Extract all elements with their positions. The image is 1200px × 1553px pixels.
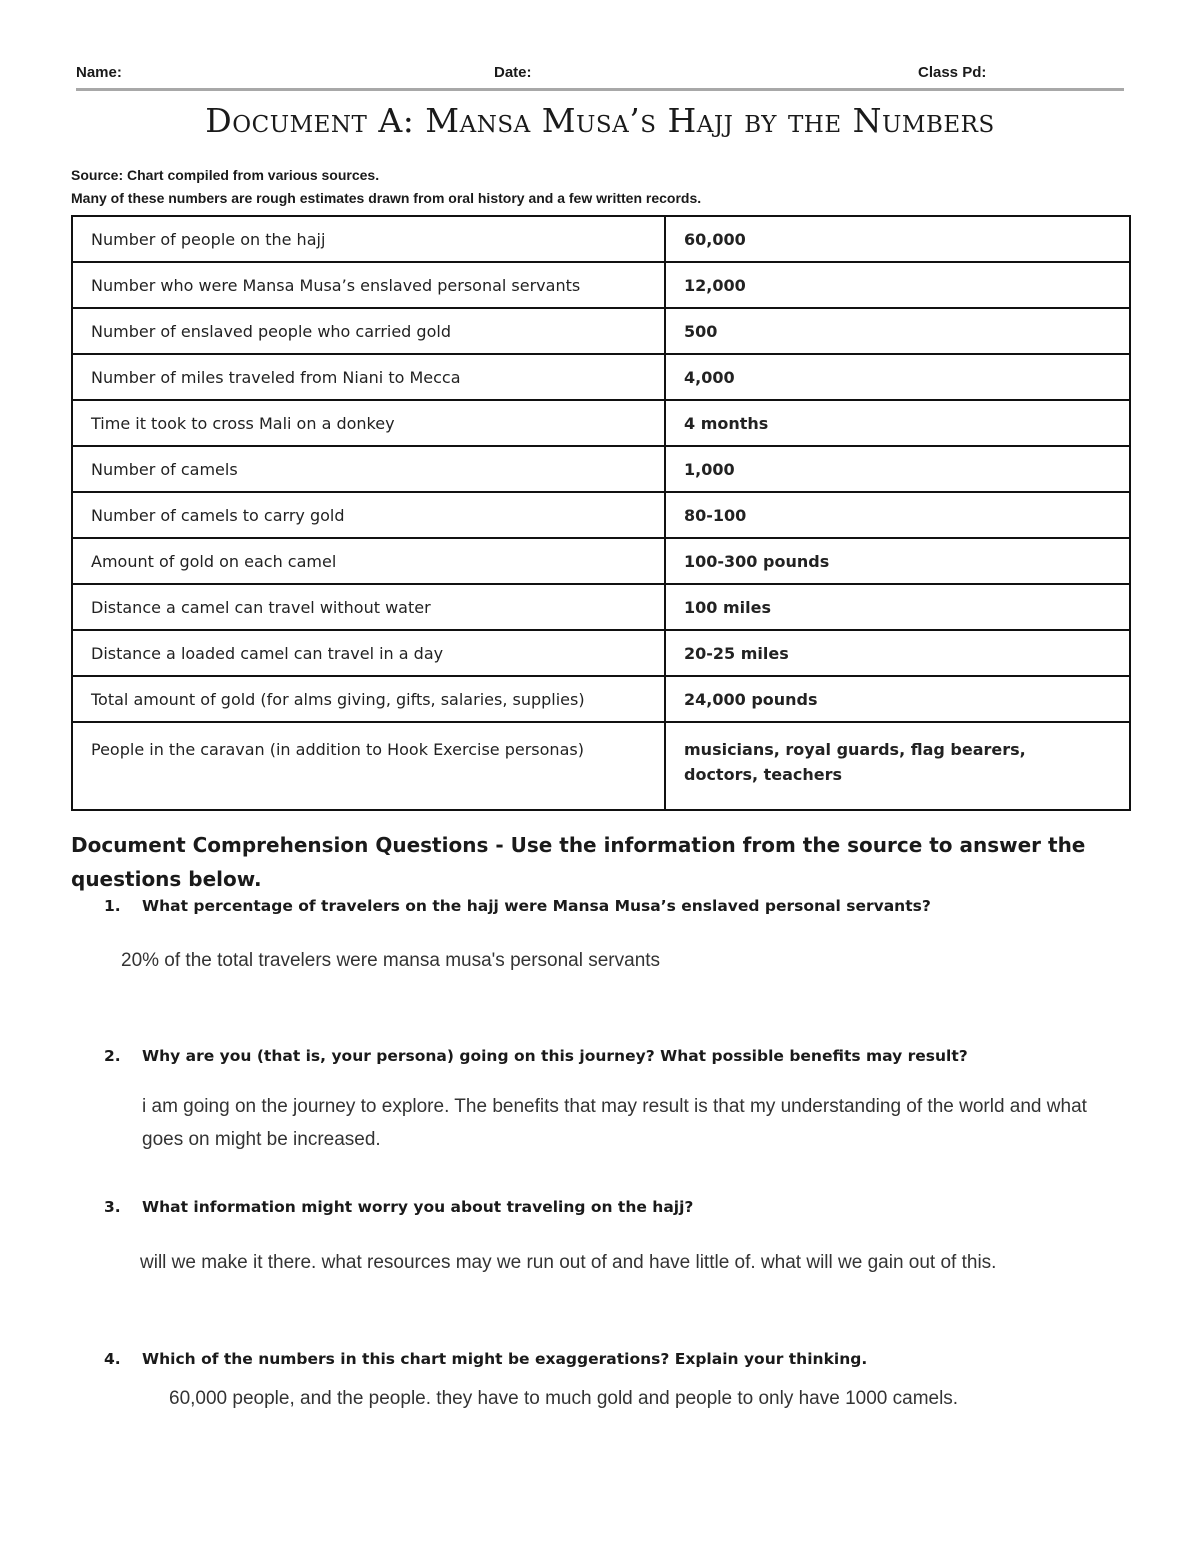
- question-number: 3.: [104, 1198, 121, 1216]
- row-value: 20-25 miles: [665, 630, 1130, 676]
- row-value: 500: [665, 308, 1130, 354]
- question-text: What information might worry you about traveling on the hajj?: [142, 1198, 694, 1216]
- table-row: [72, 722, 1130, 810]
- question-text: What percentage of travelers on the hajj were Mansa Musa’s enslaved personal servants?: [142, 897, 931, 915]
- source-line: Source: Chart compiled from various sources.: [71, 167, 380, 183]
- row-value-line: doctors, teachers: [684, 765, 843, 784]
- row-value: 80-100: [665, 492, 1130, 538]
- hajj-numbers-table: [71, 215, 1131, 811]
- row-value: [665, 722, 1130, 810]
- row-label: Distance a loaded camel can travel in a day: [72, 630, 665, 676]
- question-1: [104, 897, 931, 915]
- row-label: Number of camels: [72, 446, 665, 492]
- comprehension-heading: Document Comprehension Questions - Use the information from the source to answer the questions below.: [71, 833, 1086, 891]
- row-value: 100 miles: [665, 584, 1130, 630]
- row-label: Total amount of gold (for alms giving, gifts, salaries, supplies): [72, 676, 665, 722]
- row-label: Number of camels to carry gold: [72, 492, 665, 538]
- table-row: [72, 676, 1130, 722]
- question-number: 4.: [104, 1350, 121, 1368]
- table-row: [72, 538, 1130, 584]
- table-row: [72, 262, 1130, 308]
- answer-2: [142, 1090, 1087, 1156]
- row-label: Number who were Mansa Musa’s enslaved personal servants: [72, 262, 665, 308]
- estimates-note: Many of these numbers are rough estimates drawn from oral history and a few written records.: [71, 190, 702, 206]
- table-row: [72, 492, 1130, 538]
- table-row: [72, 400, 1130, 446]
- row-value-line: musicians, royal guards, flag bearers,: [684, 740, 1026, 759]
- row-value: 100-300 pounds: [665, 538, 1130, 584]
- class-period-label: Class Pd:: [918, 64, 987, 81]
- answer-4: 60,000 people, and the people. they have to much gold and people to only have 1000 camels.: [169, 1388, 959, 1409]
- row-value: 60,000: [665, 216, 1130, 262]
- question-text: Why are you (that is, your persona) going on this journey? What possible benefits may result?: [142, 1047, 968, 1065]
- header-line: [76, 64, 1124, 91]
- table-row: [72, 216, 1130, 262]
- table-row: [72, 354, 1130, 400]
- table-row: [72, 630, 1130, 676]
- row-value: 4 months: [665, 400, 1130, 446]
- row-label: People in the caravan (in addition to Hook Exercise personas): [72, 722, 665, 810]
- row-value: 24,000 pounds: [665, 676, 1130, 722]
- row-label: Amount of gold on each camel: [72, 538, 665, 584]
- question-2: [104, 1047, 968, 1065]
- question-3: [104, 1198, 693, 1216]
- row-value: 4,000: [665, 354, 1130, 400]
- answer-line: goes on might be increased.: [142, 1129, 381, 1150]
- row-value: 12,000: [665, 262, 1130, 308]
- question-4: [104, 1350, 867, 1368]
- date-label: Date:: [494, 64, 532, 81]
- answer-line: i am going on the journey to explore. The benefits that may result is that my understanding of the world and what: [142, 1096, 1087, 1117]
- question-text: Which of the numbers in this chart might be exaggerations? Explain your thinking.: [142, 1350, 868, 1368]
- source-note: [71, 164, 701, 210]
- row-label: Number of people on the hajj: [72, 216, 665, 262]
- answer-3: will we make it there. what resources may we run out of and have little of. what will we gain out of this.: [140, 1252, 997, 1273]
- document-title: Document A: Mansa Musa’s Hajj by the Numbers: [205, 101, 995, 140]
- table-row: [72, 584, 1130, 630]
- answer-1: 20% of the total travelers were mansa musa's personal servants: [121, 950, 661, 971]
- table-row: [72, 308, 1130, 354]
- row-label: Number of enslaved people who carried gold: [72, 308, 665, 354]
- name-label: Name:: [76, 64, 122, 81]
- row-label: Time it took to cross Mali on a donkey: [72, 400, 665, 446]
- question-number: 1.: [104, 897, 121, 915]
- row-value: 1,000: [665, 446, 1130, 492]
- question-number: 2.: [104, 1047, 121, 1065]
- row-label: Number of miles traveled from Niani to Mecca: [72, 354, 665, 400]
- table-row: [72, 446, 1130, 492]
- row-label: Distance a camel can travel without water: [72, 584, 665, 630]
